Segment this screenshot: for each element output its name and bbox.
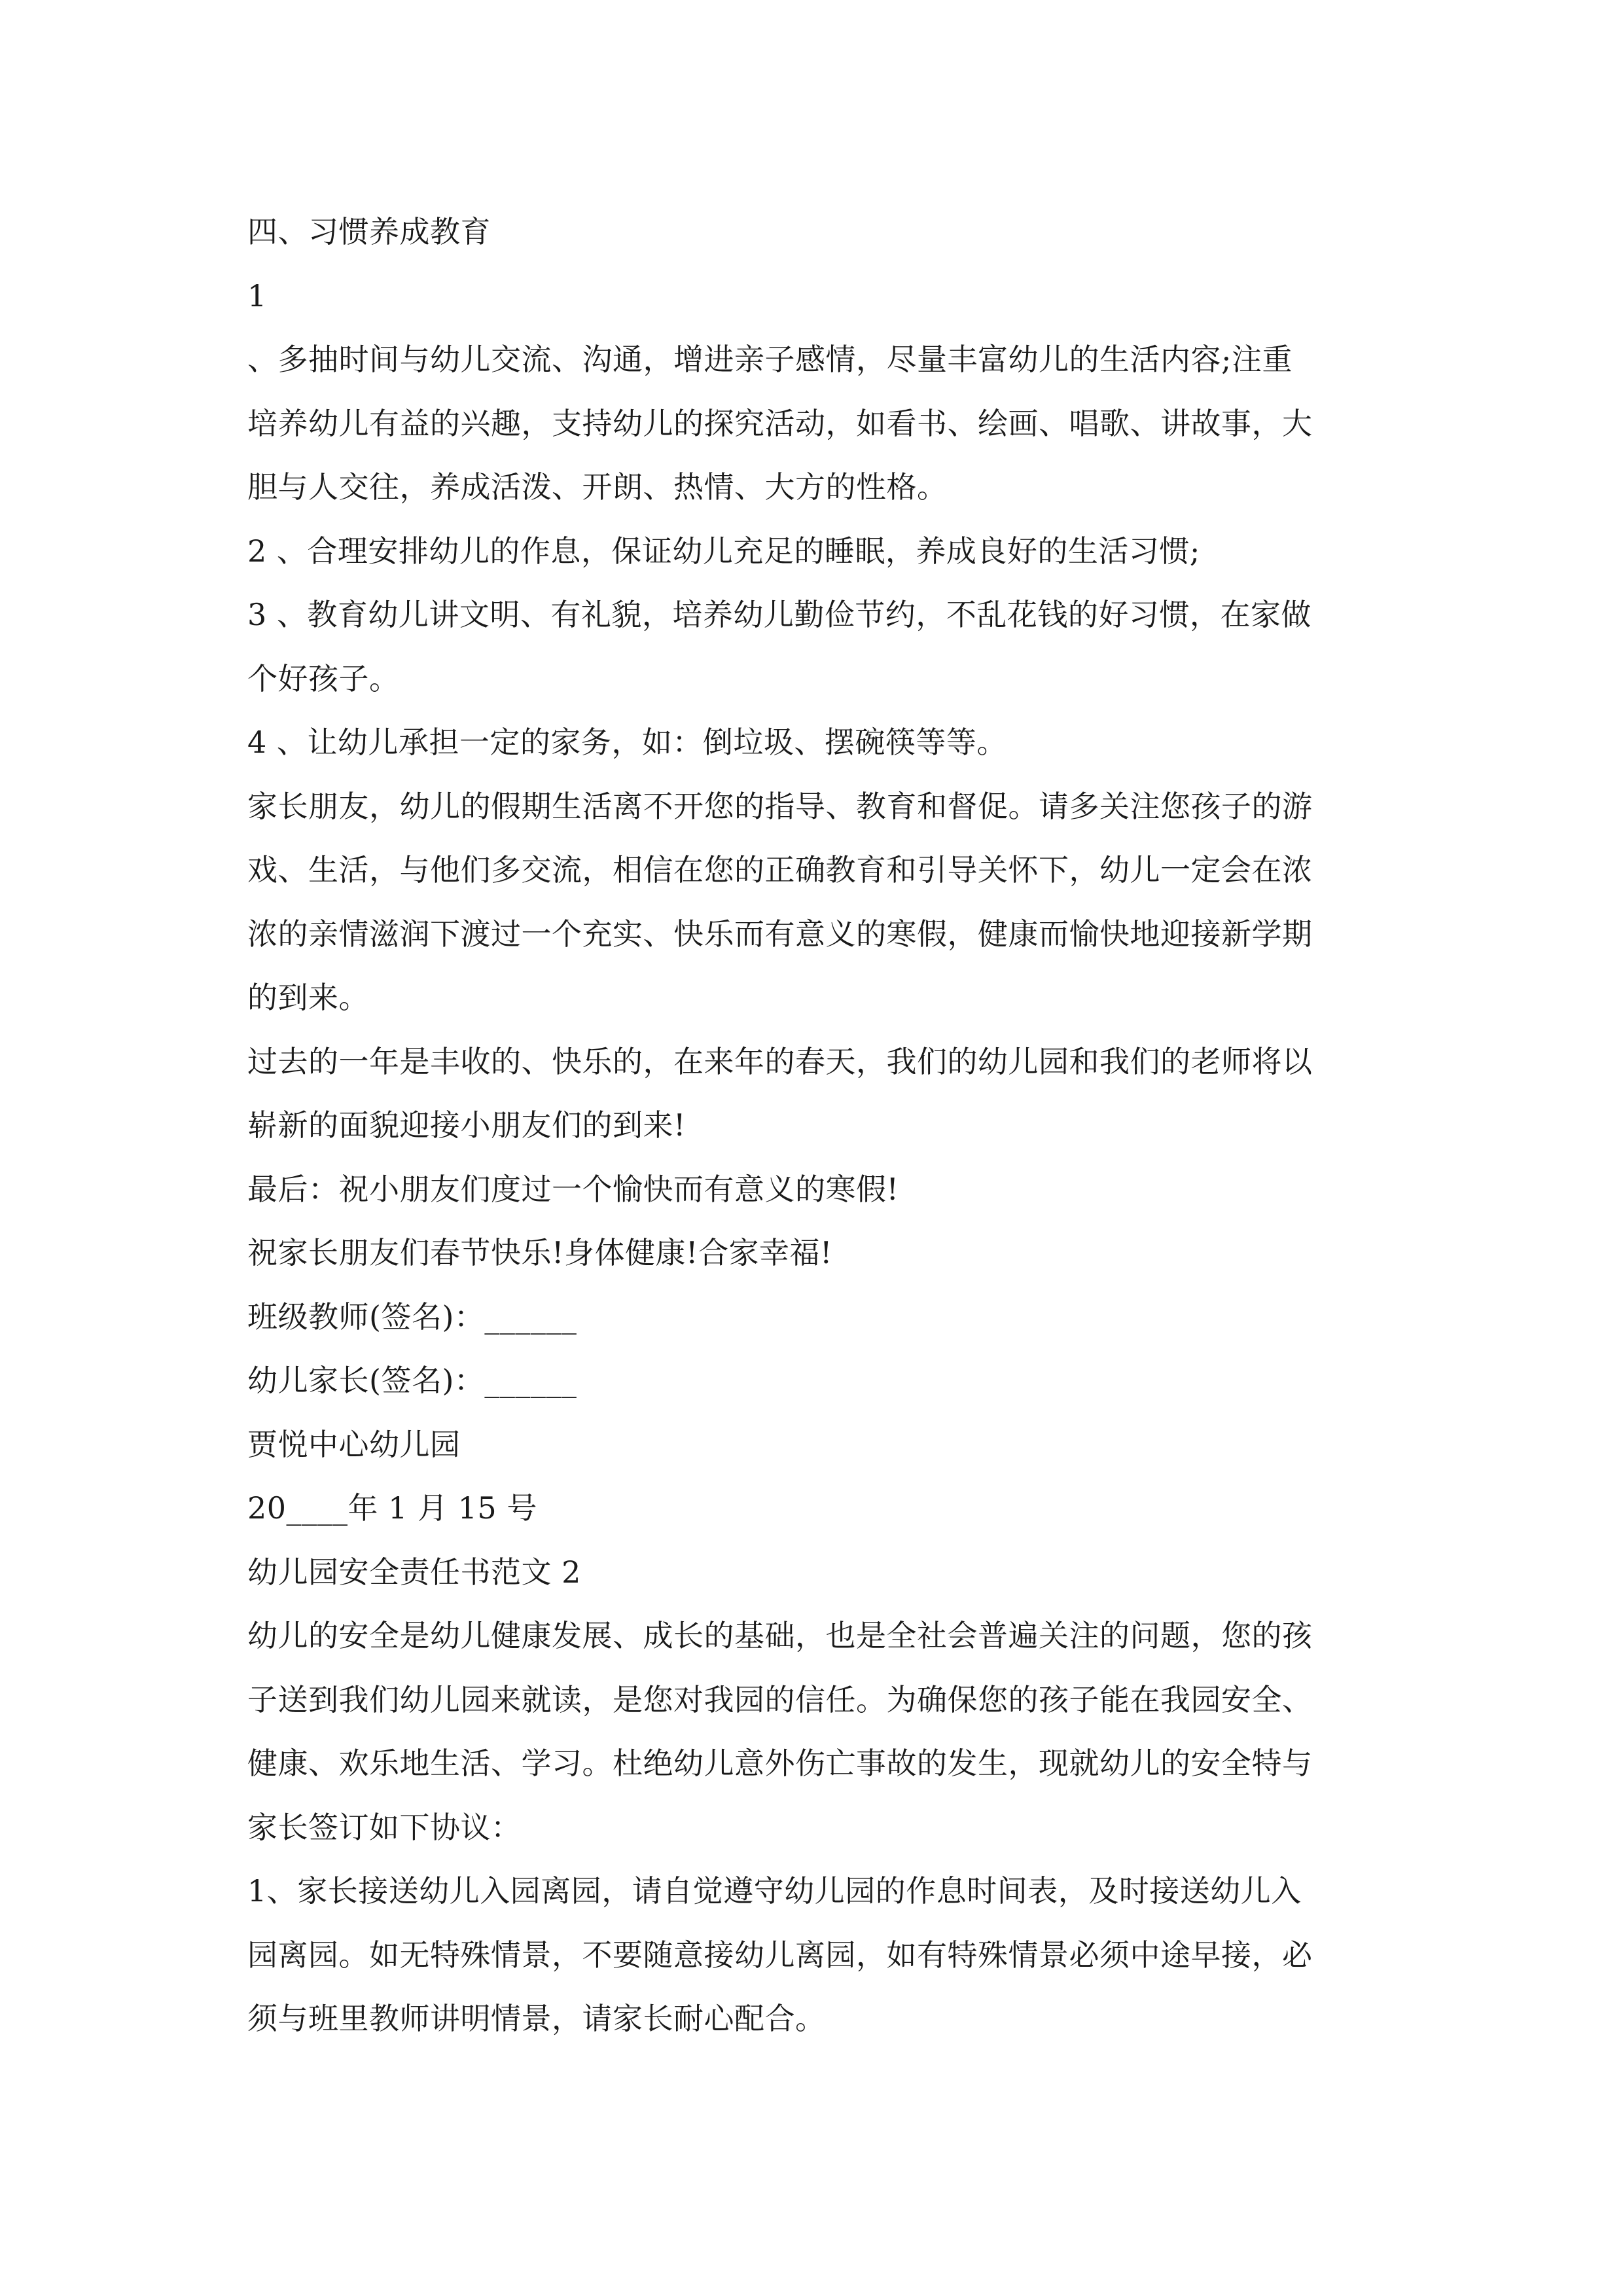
- text-line: 3 、教育幼儿讲文明、有礼貌，培养幼儿勤俭节约，不乱花钱的好习惯，在家做: [247, 597, 1311, 632]
- text-line: 最后：祝小朋友们度过一个愉快而有意义的寒假!: [247, 1171, 899, 1207]
- text-line: 戏、生活，与他们多交流，相信在您的正确教育和引导关怀下，幼儿一定会在浓: [247, 852, 1313, 888]
- text-line: 1、家长接送幼儿入园离园，请自觉遵守幼儿园的作息时间表，及时接送幼儿入: [247, 1873, 1302, 1909]
- text-line: 培养幼儿有益的兴趣，支持幼儿的探究活动，如看书、绘画、唱歌、讲故事，大: [247, 405, 1313, 441]
- text-line: 的到来。: [247, 980, 369, 1015]
- item-number: 1: [247, 278, 267, 314]
- text-line: 过去的一年是丰收的、快乐的，在来年的春天，我们的幼儿园和我们的老师将以: [247, 1043, 1313, 1079]
- text-line: 园离园。如无特殊情景，不要随意接幼儿离园，如有特殊情景必须中途早接，必: [247, 1937, 1313, 1973]
- text-line: 健康、欢乐地生活、学习。杜绝幼儿意外伤亡事故的发生，现就幼儿的安全特与: [247, 1746, 1313, 1781]
- text-line: 祝家长朋友们春节快乐!身体健康!合家幸福!: [247, 1235, 832, 1270]
- parent-signature-line: 幼儿家长(签名)：______: [247, 1363, 577, 1398]
- text-line: 、多抽时间与幼儿交流、沟通，增进亲子感情，尽量丰富幼儿的生活内容;注重: [247, 342, 1293, 377]
- school-name: 贾悦中心幼儿园: [247, 1426, 461, 1462]
- text-line: 子送到我们幼儿园来就读，是您对我园的信任。为确保您的孩子能在我园安全、: [247, 1681, 1313, 1717]
- section-heading: 四、习惯养成教育: [247, 214, 491, 249]
- document-title: 幼儿园安全责任书范文 2: [247, 1554, 581, 1590]
- text-line: 2 、合理安排幼儿的作息，保证幼儿充足的睡眠，养成良好的生活习惯;: [247, 533, 1200, 569]
- text-line: 家长签订如下协议：: [247, 1809, 522, 1845]
- date-line: 20____年 1 月 15 号: [247, 1490, 537, 1526]
- text-line: 个好孩子。: [247, 660, 400, 696]
- text-line: 4 、让幼儿承担一定的家务，如：倒垃圾、摆碗筷等等。: [247, 725, 1007, 760]
- text-line: 浓的亲情滋润下渡过一个充实、快乐而有意义的寒假，健康而愉快地迎接新学期: [247, 916, 1313, 952]
- document-page: [247, 200, 1381, 2051]
- text-line: 胆与人交往，养成活泼、开朗、热情、大方的性格。: [247, 469, 948, 505]
- text-line: 崭新的面貌迎接小朋友们的到来!: [247, 1107, 686, 1143]
- teacher-signature-line: 班级教师(签名)：______: [247, 1299, 577, 1335]
- text-line: 须与班里教师讲明情景，请家长耐心配合。: [247, 2001, 826, 2036]
- text-line: 幼儿的安全是幼儿健康发展、成长的基础，也是全社会普遍关注的问题，您的孩: [247, 1618, 1313, 1653]
- text-line: 家长朋友，幼儿的假期生活离不开您的指导、教育和督促。请多关注您孩子的游: [247, 788, 1313, 824]
